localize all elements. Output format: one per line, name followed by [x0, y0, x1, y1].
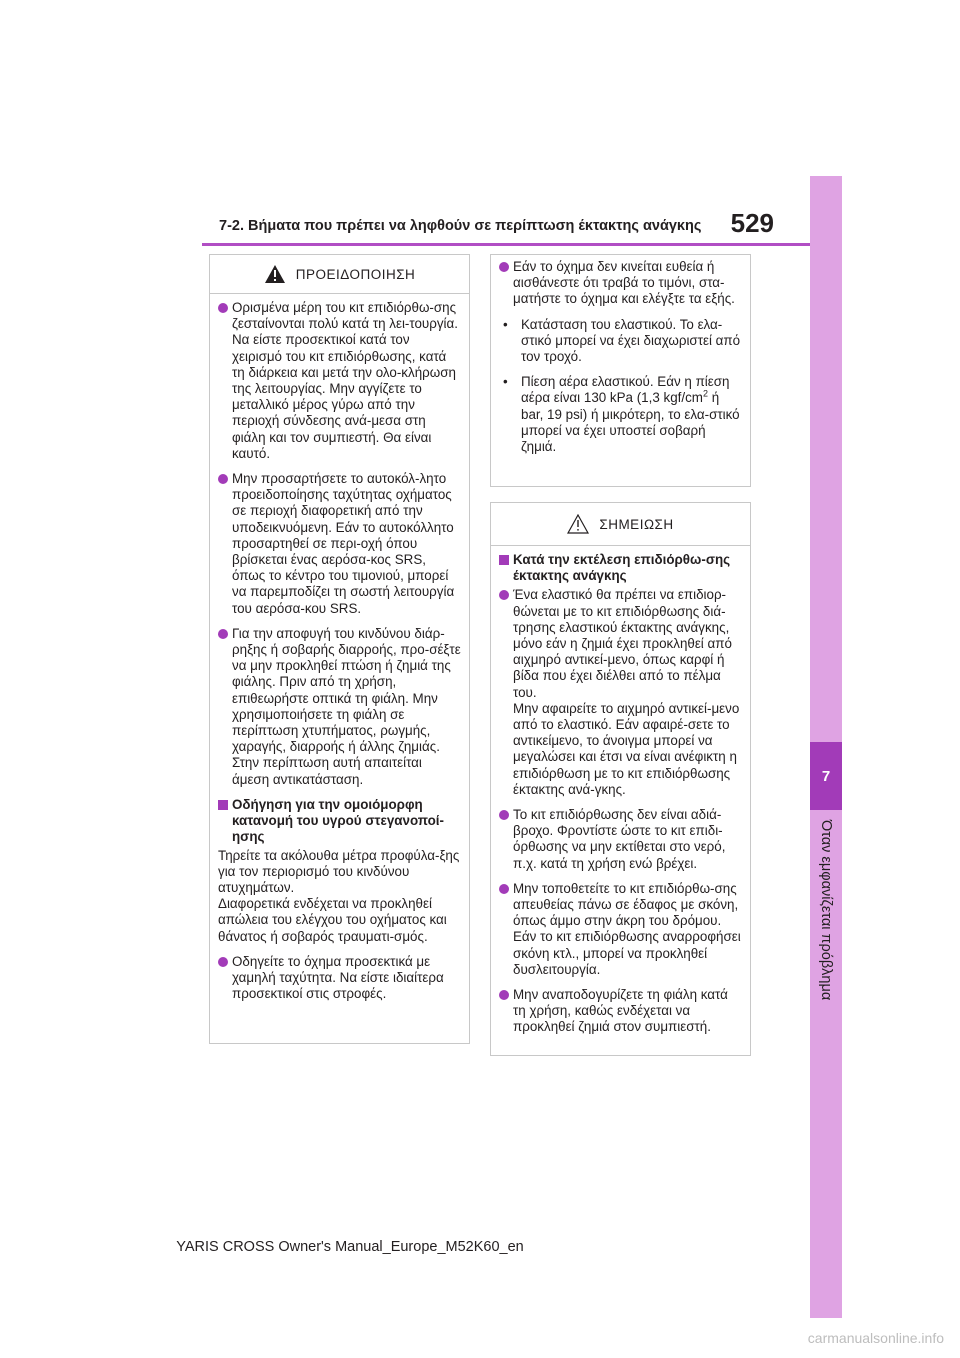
footer: YARIS CROSS Owner's Manual_Europe_M52K60_en — [176, 1239, 524, 1255]
note-box — [490, 502, 751, 1056]
chapter-number: 7 — [810, 742, 842, 810]
header-rule — [202, 243, 810, 246]
warning-continued-content — [491, 255, 750, 472]
section-title: 7-2. Βήματα που πρέπει να ληφθούν σε περίπτωση έκτακτης ανάγκης — [219, 218, 702, 234]
note-subheading: Κατά την εκτέλεση επιδιόρθω-σης έκτακτης ανάγκης — [499, 552, 742, 584]
warning-item: Για την αποφυγή του κινδύνου διάρ-ρηξης ή σοβαρής διαρροής, προ-σέξτε να μην προκληθεί πτώση ή ζημιά της φιάλης. Πριν από τη χρήση, επιθεωρήστε οπτικά τη φιάλη. Μην χρησιμοποιήσετε τη φιάλη σε περίπτωση χτυπήματος, ρωγμής, χαραγής, διαρροής ή άλλης ζημιάς. Στην περίπτωση αυτή απαιτείται άμεση αντικατάσταση. — [218, 626, 461, 788]
note-triangle-icon — [567, 514, 589, 534]
warning-item: Οδηγείτε το όχημα προσεκτικά με χαμηλή ταχύτητα. Να είστε ιδιαίτερα προσεκτικοί στις στροφές. — [218, 954, 461, 1003]
page-number: 529 — [730, 208, 774, 238]
circle-bullet-icon — [499, 810, 509, 820]
square-bullet-icon — [218, 800, 228, 810]
note-content — [491, 546, 750, 1053]
circle-bullet-icon — [218, 957, 228, 967]
warning-continued-box — [490, 254, 751, 487]
circle-bullet-icon — [499, 262, 509, 272]
dot-item: • Κατάσταση του ελαστικού. Το ελα-στικό μπορεί να έχει διαχωριστεί από τον τροχό. — [503, 316, 741, 365]
note-item: Ένα ελαστικό θα πρέπει να επιδιορ-θώνεται με το κιτ επιδιόρθωσης διά-τρησης ελαστικού έκτακτης ανάγκης, μόνο εάν η ζημιά έχει προκληθεί από αιχμηρό αντικεί-μενο, όπως καρφί ή βίδα που έχει διέλθει από το πέλμα του. Μην αφαιρείτε το αιχμηρό αντικεί-μενο από το ελαστικό. Εάν αφαιρέ-σετε το αντικείμενο, το άνοιγμα μπορεί να μεγαλώσει και έτσι να είναι ανέφικτη η επιδιόρθωση με το κιτ επιδιόρθωσης έκτακτης ανά-γκης. — [499, 587, 742, 798]
warning-header — [210, 255, 469, 294]
warning-item: Μην προσαρτήσετε το αυτοκόλ-λητο προειδοποίησης ταχύτητας οχήματος σε περιοχή διαφορετική από την υποδεικνυόμενη. Εάν το αυτοκόλλητο προσαρτηθεί σε περι-οχή όπου βρίσκεται ένας αερόσα-κος SRS, όπως το κέντρο του τιμονιού, μπορεί να παρεμποδίζει τη σωστή λειτουργία του αερόσα-κου SRS. — [218, 471, 461, 617]
warning-box — [209, 254, 470, 1044]
chapter-label: Όταν εμφανίζεται πρόβλημα — [818, 820, 834, 1001]
warning-heading: ΠΡΟΕΙΔΟΠΟΙΗΣΗ — [295, 266, 416, 282]
warning-sub-paragraph: Διαφορετικά ενδέχεται να προκληθεί απώλεια του ελέγχου του οχήματος και θάνατος ή σοβαρός τραυματι-σμός. — [218, 896, 447, 944]
warning-item: Ορισμένα μέρη του κιτ επιδιόρθω-σης ζεσταίνονται πολύ κατά τη λει-τουργία. Να είστε προσεκτικοί κατά τον χειρισμό του κιτ επιδιόρθωσης, κατά τη διάρκεια και μετά την ολο-κλήρωση της λειτουργίας. Μην αγγίζετε το μεταλλικό μέρος γύρω από την περιοχή σύνδεσης ανά-μεσα στη φιάλη και τον συμπιεστή. Θα είναι καυτό. — [218, 300, 461, 462]
circle-bullet-icon — [499, 884, 509, 894]
note-header — [491, 503, 750, 546]
circle-bullet-icon — [499, 590, 509, 600]
warning-sub-paragraph: Τηρείτε τα ακόλουθα μέτρα προφύλα-ξης για τον περιορισμό του κινδύνου ατυχημάτων. — [218, 847, 460, 895]
warning-item: Εάν το όχημα δεν κινείται ευθεία ή αισθάνεστε ότι τραβά το τιμόνι, στα-ματήστε το όχημα και ελέγξτε τα εξής. — [499, 259, 742, 308]
square-bullet-icon — [499, 555, 509, 565]
dot-item: • Πίεση αέρα ελαστικού. Εάν η πίεση αέρα είναι 130 kPa (1,3 kgf/$cm^2$ ή bar, 19 psi) ή μικρότερη, το ελα-στικό μπορεί να έχει υποστεί σοβαρή ζημιά. — [503, 374, 740, 455]
note-heading: ΣΗΜΕΙΩΣΗ — [599, 516, 674, 532]
circle-bullet-icon — [218, 303, 228, 313]
warning-triangle-icon — [264, 264, 286, 284]
circle-bullet-icon — [218, 474, 228, 484]
note-item: Το κιτ επιδιόρθωσης δεν είναι αδιά-βροχο. Φροντίστε ώστε το κιτ επιδι-όρθωσης να μην εκτίθεται στο νερό, π.χ. κατά τη χρήση ενώ βρέχει. — [499, 807, 742, 872]
circle-bullet-icon — [218, 629, 228, 639]
warning-content — [210, 294, 469, 1019]
warning-subheading: Οδήγηση για την ομοιόμορφη κατανομή του υγρού στεγανοποί-ησης — [218, 797, 461, 846]
note-item: Μην αναποδογυρίζετε τη φιάλη κατά τη χρήση, καθώς ενδέχεται να προκληθεί ζημιά στον συμπιεστή. — [499, 987, 742, 1036]
watermark[interactable]: carmanualsonline.info — [807, 1330, 944, 1346]
circle-bullet-icon — [499, 990, 509, 1000]
note-item: Μην τοποθετείτε το κιτ επιδιόρθω-σης απευθείας πάνω σε έδαφος με σκόνη, όπως άμμο στην άκρη του δρόμου. Εάν το κιτ επιδιόρθωσης αναρροφήσει σκόνη κτλ., μπορεί να προκληθεί δυσλειτουργία. — [499, 881, 742, 978]
